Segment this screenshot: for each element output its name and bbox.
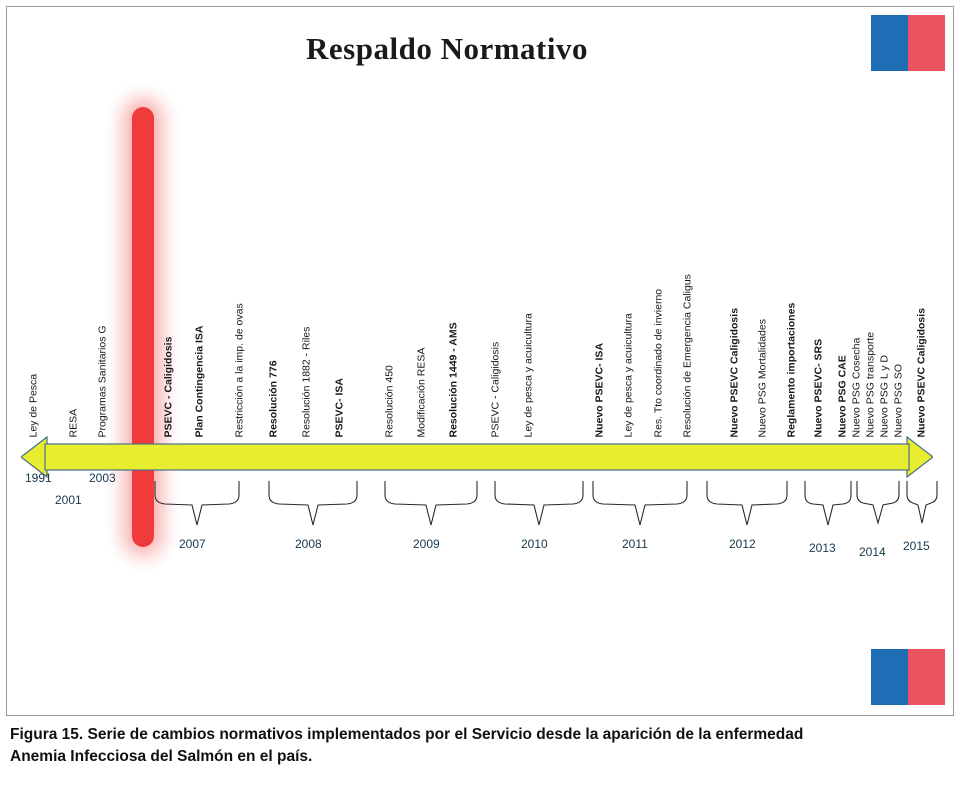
event-label: Ley de pesca y acuicultura (622, 312, 635, 437)
year-label: 2010 (521, 537, 548, 551)
year-label: 2015 (903, 539, 930, 553)
event-label: Programas Sanitarios G (96, 324, 109, 437)
event-label: PSEVC- ISA (333, 377, 346, 437)
caption-line-1: Figura 15. Serie de cambios normativos implementados por el Servicio desde la aparición de la enfermedad (10, 726, 804, 743)
event-label: Reglamento importaciones (785, 302, 798, 437)
year-brackets-layer (7, 471, 955, 559)
slide-canvas (6, 6, 954, 716)
flag-blue-band (871, 649, 908, 705)
arrow-head-right (907, 437, 933, 477)
event-label: Resolución 776 (267, 359, 280, 437)
caption-line-2: Anemia Infecciosa del Salmón en el país. (10, 748, 313, 766)
event-label: Modificación RESA (415, 347, 428, 437)
event-label: PSEVC - Caligidosis (489, 341, 502, 437)
event-label: Nuevo PSG Mortalidades (756, 318, 769, 437)
flag-red-band (908, 649, 945, 705)
page-title: Respaldo Normativo (306, 31, 588, 66)
event-label: Ley de Pesca (27, 373, 40, 437)
event-label: Resolución 1449 - AMS (447, 321, 460, 437)
event-label: Nuevo PSG L y D (878, 354, 891, 437)
event-label: Resolución 450 (383, 364, 396, 437)
event-label: Nuevo PSEVC- SRS (812, 338, 825, 437)
event-label: Ley de pesca y acuicultura (522, 312, 535, 437)
year-brackets-svg (7, 477, 955, 539)
year-label: 1991 (25, 471, 52, 485)
year-label: 2009 (413, 537, 440, 551)
chile-flag-bottom (871, 649, 945, 705)
event-label: PSEVC - Caligidosis (162, 336, 175, 437)
event-label: Resolución 1882 - Riles (300, 326, 313, 437)
event-label: Nuevo PSG CAE (836, 354, 849, 437)
timeline-axis (21, 431, 933, 483)
year-label: 2014 (859, 545, 886, 559)
event-label: Nuevo PSEVC Caligidosis (728, 307, 741, 437)
event-label: Nuevo PSG transporte (864, 331, 877, 437)
year-label: 2013 (809, 541, 836, 555)
figure-caption (10, 724, 950, 769)
event-label: Nuevo PSEVC- ISA (593, 342, 606, 437)
event-label: Nuevo PSG SO (892, 363, 905, 437)
event-label: Nuevo PSG Cosecha (850, 337, 863, 437)
event-label: Restricción a la imp. de ovas (233, 302, 246, 437)
event-label: Resolución de Emergencia Caligus (681, 273, 694, 437)
year-label: 2008 (295, 537, 322, 551)
year-label: 2003 (89, 471, 116, 485)
event-label: Res. Tto coordinado de invierno (652, 288, 665, 437)
event-label: RESA (67, 408, 80, 437)
event-labels-layer (7, 7, 955, 437)
event-label: Plan Contingencia ISA (193, 324, 206, 437)
year-label: 2012 (729, 537, 756, 551)
arrow-shaft (45, 444, 909, 470)
year-label: 2001 (55, 493, 82, 507)
timeline-arrow-svg (21, 431, 933, 483)
year-label: 2011 (622, 537, 648, 551)
year-label: 2007 (179, 537, 206, 551)
event-label: Nuevo PSEVC Caligidosis (915, 307, 928, 437)
